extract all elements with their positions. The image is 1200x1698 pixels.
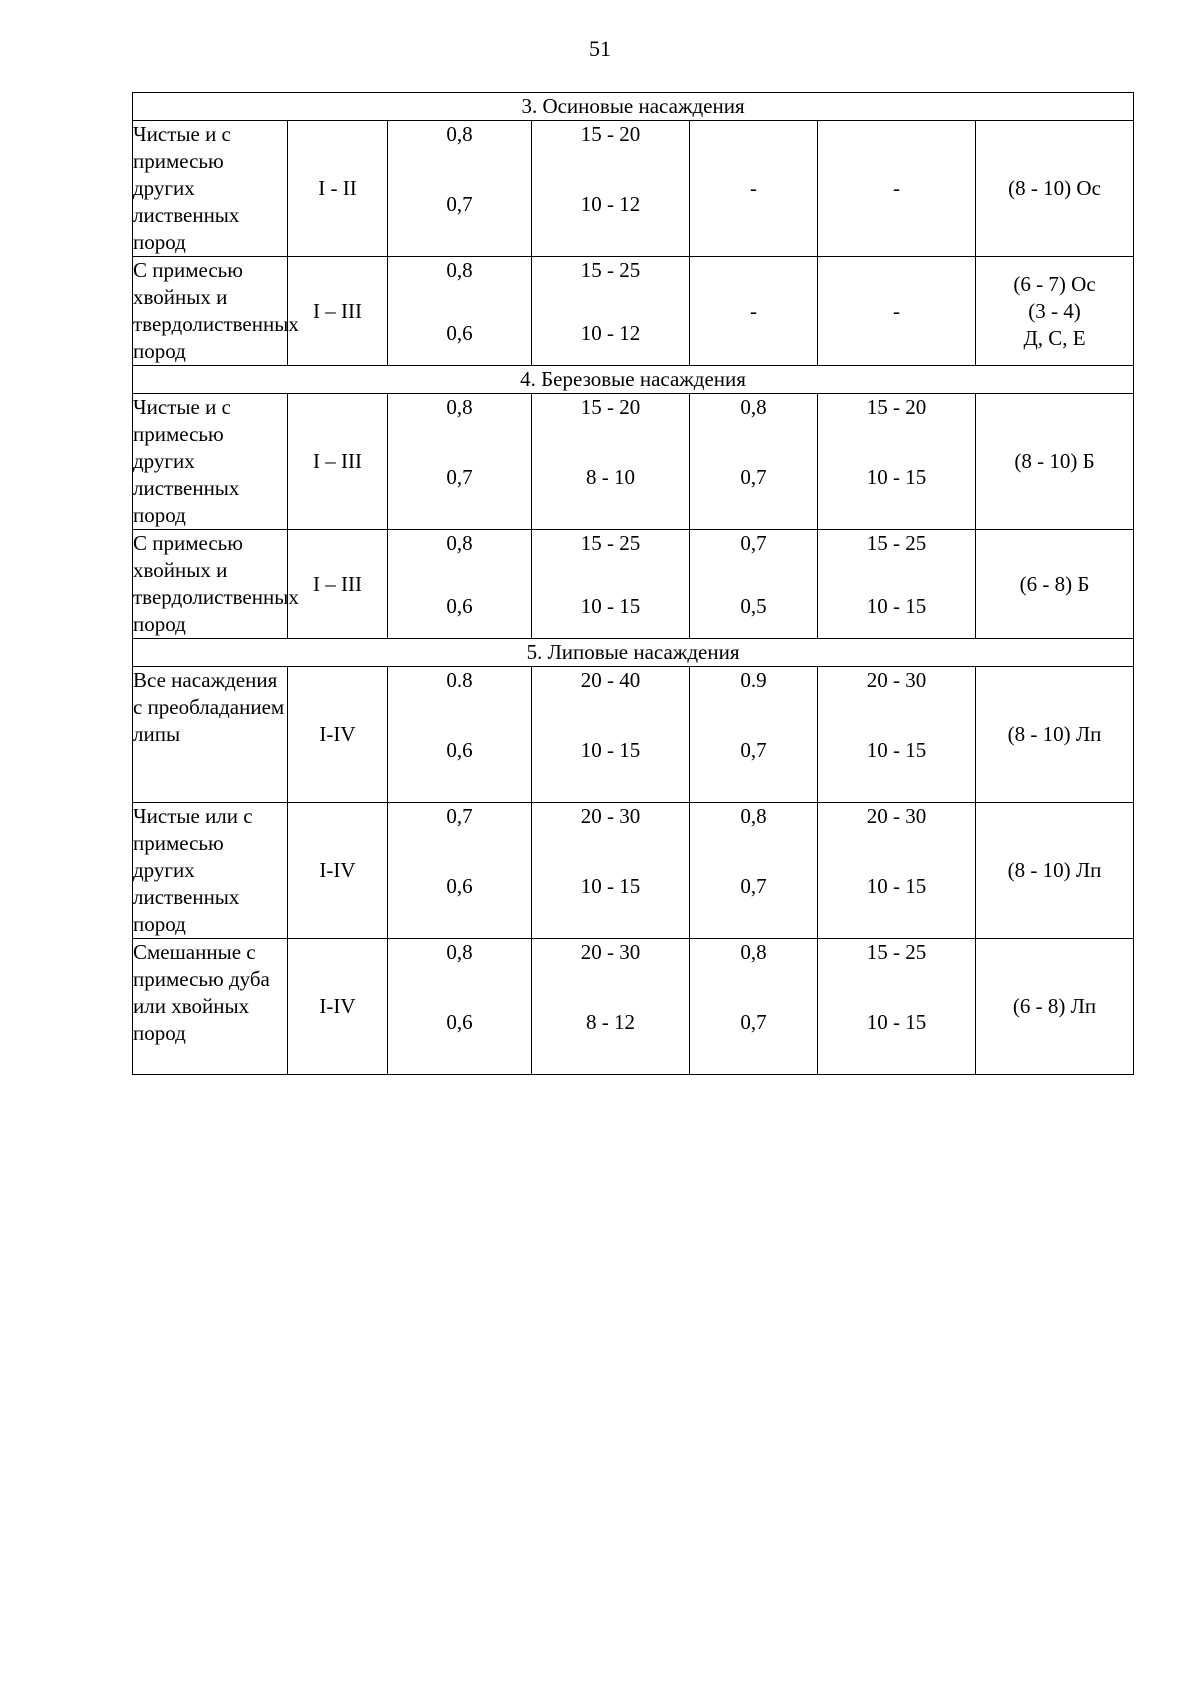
composition-cell: (8 - 10) Лп bbox=[976, 803, 1134, 939]
density-2-high: 0,7 bbox=[740, 531, 767, 555]
density-2-cell: - bbox=[690, 121, 818, 257]
forest-stands-table bbox=[132, 92, 1134, 1075]
density-low: 0,6 bbox=[446, 874, 473, 898]
density-2-cell bbox=[690, 530, 818, 639]
intensity-low: 8 - 12 bbox=[586, 1010, 635, 1034]
intensity-2-cell bbox=[818, 530, 976, 639]
site-class-cell: I – III bbox=[288, 394, 388, 530]
density-low: 0,6 bbox=[446, 738, 473, 762]
intensity-high: 20 - 30 bbox=[580, 940, 641, 964]
density-cell bbox=[388, 394, 532, 530]
density-high: 0,8 bbox=[446, 122, 473, 146]
density-cell bbox=[388, 803, 532, 939]
stand-type-cell: Чистые или с примесью других лиственных пород bbox=[133, 803, 288, 939]
section-title: 5. Липовые насаждения bbox=[133, 639, 1134, 667]
intensity-2-high: 20 - 30 bbox=[866, 668, 927, 692]
density-low: 0,6 bbox=[446, 594, 473, 618]
intensity-high: 15 - 25 bbox=[580, 531, 641, 555]
density-cell bbox=[388, 939, 532, 1075]
intensity-2-high: 15 - 25 bbox=[866, 940, 927, 964]
density-2-low: 0,5 bbox=[740, 594, 767, 618]
density-high: 0,7 bbox=[446, 804, 473, 828]
section-title: 4. Березовые насаждения bbox=[133, 366, 1134, 394]
intensity-low: 10 - 15 bbox=[580, 738, 641, 762]
density-low: 0,7 bbox=[446, 465, 473, 489]
stand-type-cell: Смешанные с примесью дуба или хвойных пород bbox=[133, 939, 288, 1075]
density-2-cell: - bbox=[690, 257, 818, 366]
stand-type-cell: Чистые и с примесью других лиственных пород bbox=[133, 394, 288, 530]
stand-type-cell: Все насаждения с преобладанием липы bbox=[133, 667, 288, 803]
stand-type-cell: Чистые и с примесью других лиственных пород bbox=[133, 121, 288, 257]
table-row bbox=[133, 121, 1134, 257]
page-number: 51 bbox=[589, 36, 611, 61]
intensity-high: 20 - 40 bbox=[580, 668, 641, 692]
density-2-cell bbox=[690, 803, 818, 939]
intensity-2-cell bbox=[818, 803, 976, 939]
section-title: 3. Осиновые насаждения bbox=[133, 93, 1134, 121]
site-class-cell: I – III bbox=[288, 257, 388, 366]
table-row bbox=[133, 667, 1134, 803]
composition-cell: (8 - 10) Ос bbox=[976, 121, 1134, 257]
intensity-2-cell bbox=[818, 394, 976, 530]
intensity-2-low: 10 - 15 bbox=[866, 874, 927, 898]
density-2-high: 0.9 bbox=[740, 668, 767, 692]
intensity-cell bbox=[532, 667, 690, 803]
stand-type-cell: С примесью хвойных и твердолиственных пород bbox=[133, 530, 288, 639]
intensity-2-cell: - bbox=[818, 121, 976, 257]
site-class-cell: I-IV bbox=[288, 939, 388, 1075]
site-class-cell: I-IV bbox=[288, 667, 388, 803]
intensity-2-cell bbox=[818, 939, 976, 1075]
intensity-cell bbox=[532, 121, 690, 257]
intensity-cell bbox=[532, 530, 690, 639]
intensity-2-low: 10 - 15 bbox=[866, 594, 927, 618]
site-class-cell: I - II bbox=[288, 121, 388, 257]
intensity-2-high: 15 - 20 bbox=[866, 395, 927, 419]
density-2-cell bbox=[690, 394, 818, 530]
section-header-row bbox=[133, 366, 1134, 394]
composition-cell: (6 - 7) Ос (3 - 4) Д, С, Е bbox=[976, 257, 1134, 366]
intensity-2-low: 10 - 15 bbox=[866, 465, 927, 489]
table-row bbox=[133, 530, 1134, 639]
table-row bbox=[133, 257, 1134, 366]
intensity-high: 15 - 20 bbox=[580, 122, 641, 146]
density-2-cell bbox=[690, 667, 818, 803]
table-row bbox=[133, 394, 1134, 530]
density-2-low: 0,7 bbox=[740, 1010, 767, 1034]
intensity-low: 10 - 15 bbox=[580, 594, 641, 618]
intensity-cell bbox=[532, 257, 690, 366]
density-high: 0,8 bbox=[446, 395, 473, 419]
intensity-2-low: 10 - 15 bbox=[866, 738, 927, 762]
density-cell bbox=[388, 121, 532, 257]
intensity-2-low: 10 - 15 bbox=[866, 1010, 927, 1034]
site-class-cell: I-IV bbox=[288, 803, 388, 939]
intensity-2-high: 15 - 25 bbox=[866, 531, 927, 555]
composition-cell: (8 - 10) Б bbox=[976, 394, 1134, 530]
density-low: 0,7 bbox=[446, 192, 473, 216]
intensity-cell bbox=[532, 939, 690, 1075]
section-header-row bbox=[133, 639, 1134, 667]
section-header-row bbox=[133, 93, 1134, 121]
intensity-cell bbox=[532, 394, 690, 530]
intensity-low: 10 - 12 bbox=[580, 192, 641, 216]
intensity-low: 10 - 12 bbox=[580, 321, 641, 345]
site-class-cell: I – III bbox=[288, 530, 388, 639]
intensity-high: 20 - 30 bbox=[580, 804, 641, 828]
density-high: 0,8 bbox=[446, 531, 473, 555]
density-2-cell bbox=[690, 939, 818, 1075]
table-row bbox=[133, 939, 1134, 1075]
density-2-low: 0,7 bbox=[740, 738, 767, 762]
density-cell bbox=[388, 257, 532, 366]
density-cell bbox=[388, 530, 532, 639]
composition-cell: (8 - 10) Лп bbox=[976, 667, 1134, 803]
density-low: 0,6 bbox=[446, 321, 473, 345]
density-2-high: 0,8 bbox=[740, 395, 767, 419]
stand-type-cell: С примесью хвойных и твердолиственных пород bbox=[133, 257, 288, 366]
intensity-2-cell bbox=[818, 667, 976, 803]
intensity-high: 15 - 25 bbox=[580, 258, 641, 282]
intensity-high: 15 - 20 bbox=[580, 395, 641, 419]
intensity-2-high: 20 - 30 bbox=[866, 804, 927, 828]
density-2-high: 0,8 bbox=[740, 940, 767, 964]
intensity-cell bbox=[532, 803, 690, 939]
density-2-low: 0,7 bbox=[740, 465, 767, 489]
intensity-low: 10 - 15 bbox=[580, 874, 641, 898]
table-row bbox=[133, 803, 1134, 939]
intensity-2-cell: - bbox=[818, 257, 976, 366]
density-high: 0,8 bbox=[446, 258, 473, 282]
density-2-low: 0,7 bbox=[740, 874, 767, 898]
density-low: 0,6 bbox=[446, 1010, 473, 1034]
density-2-high: 0,8 bbox=[740, 804, 767, 828]
density-cell bbox=[388, 667, 532, 803]
density-high: 0.8 bbox=[446, 668, 473, 692]
composition-cell: (6 - 8) Б bbox=[976, 530, 1134, 639]
density-high: 0,8 bbox=[446, 940, 473, 964]
composition-cell: (6 - 8) Лп bbox=[976, 939, 1134, 1075]
intensity-low: 8 - 10 bbox=[586, 465, 635, 489]
